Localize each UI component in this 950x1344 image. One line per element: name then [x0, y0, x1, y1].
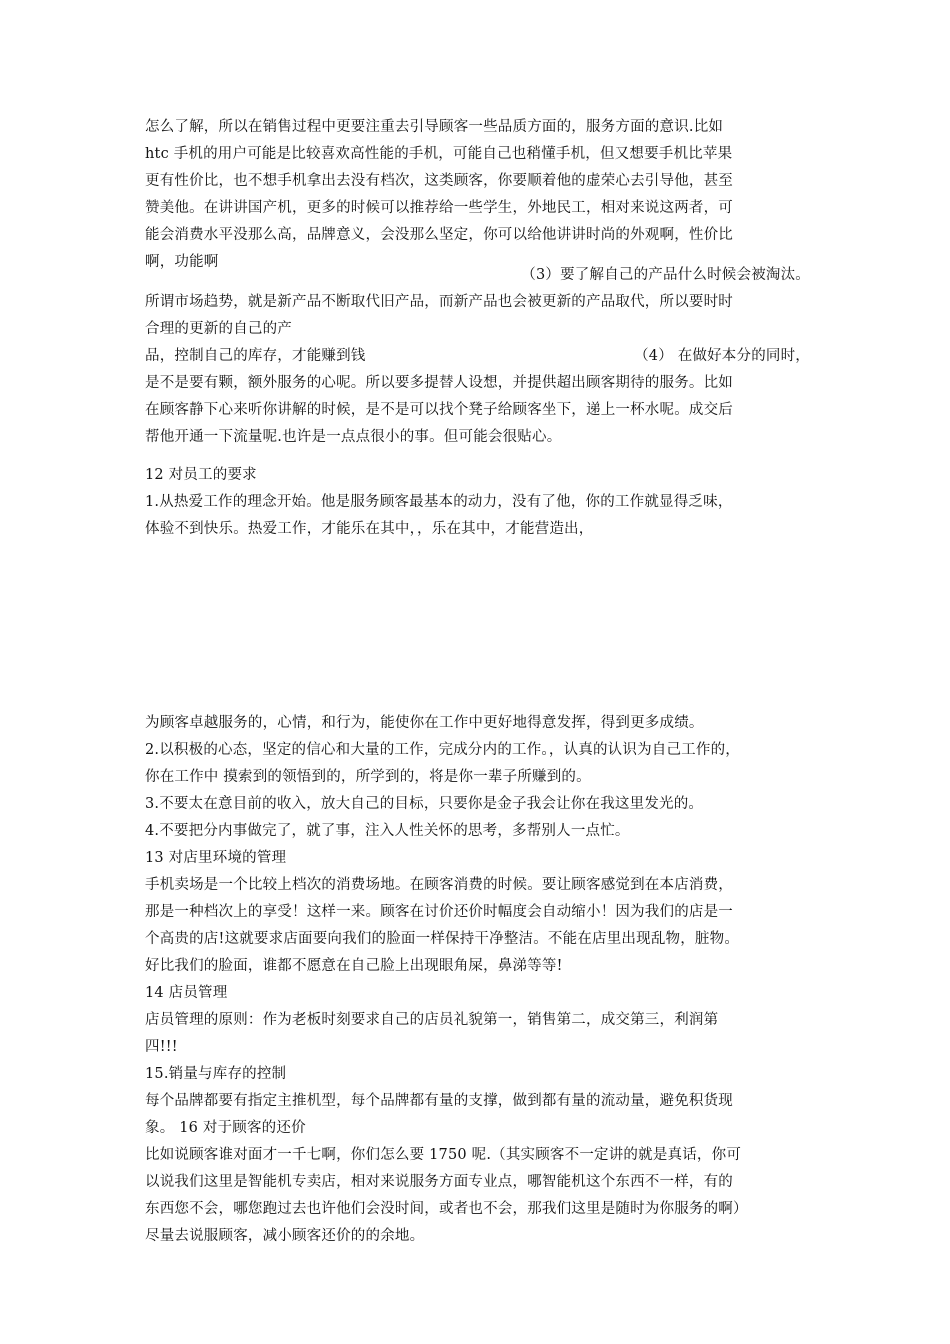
intro-paragraph — [145, 114, 810, 276]
text-line: 啊，功能啊 — [145, 254, 219, 270]
text-line: 那是一种档次上的享受！这样一来。顾客在讨价还价时幅度会自动缩小！因为我们的店是一 — [145, 904, 733, 920]
text-line: 1.从热爱工作的理念开始。他是服务顾客最基本的动力，没有了他，你的工作就显得乏味， — [145, 494, 733, 510]
text-line: 象。 16 对于顾客的还价 — [145, 1120, 306, 1136]
text-line: 是不是要有颗，额外服务的心呢。所以要多提替人设想，并提供超出顾客期待的服务。比如 — [145, 375, 733, 391]
text-line: 帮他开通一下流量呢.也许是一点点很小的事。但可能会很贴心。 — [145, 429, 562, 445]
point-4-heading: （4） 在做好本分的同时， — [634, 348, 810, 364]
text-line: htc 手机的用户可能是比较喜欢高性能的手机，可能自己也稍懂手机，但又想要手机比苹果 — [145, 146, 733, 162]
text-line: 怎么了解，所以在销售过程中更要注重去引导顾客一些品质方面的，服务方面的意识.比如 — [145, 119, 724, 135]
point-3-section — [145, 262, 810, 451]
text-line: 所谓市场趋势，就是新产品不断取代旧产品，而新产品也会被更新的产品取代，所以要时时 — [145, 294, 733, 310]
text-line: 3.不要太在意目前的收入，放大自己的目标，只要你是金子我会让你在我这里发光的。 — [145, 796, 704, 812]
text-line: 你在工作中 摸索到的领悟到的，所学到的，将是你一辈子所赚到的。 — [145, 769, 591, 785]
section-12 — [145, 462, 810, 543]
section-12-continued — [145, 710, 810, 1250]
text-line: 手机卖场是一个比较上档次的消费场地。在顾客消费的时候。要让顾客感觉到在本店消费， — [145, 877, 733, 893]
text-line: 在顾客静下心来听你讲解的时候，是不是可以找个凳子给顾客坐下，递上一杯水呢。成交后 — [145, 402, 733, 418]
section-14-title: 14 店员管理 — [145, 985, 228, 1001]
text-line: 四!!! — [145, 1039, 178, 1055]
text-line: 个高贵的店!这就要求店面要向我们的脸面一样保持干净整洁。不能在店里出现乱物，脏物。 — [145, 931, 740, 947]
point-3-4-transition-line — [145, 343, 810, 370]
text-line: 每个品牌都要有指定主推机型，每个品牌都有量的支撑，做到都有量的流动量，避免积货现 — [145, 1093, 733, 1109]
text-line: 赞美他。在讲讲国产机，更多的时候可以推荐给一些学生，外地民工，相对来说这两者，可 — [145, 200, 733, 216]
text-line: 为顾客卓越服务的，心情，和行为，能使你在工作中更好地得意发挥，得到更多成绩。 — [145, 715, 704, 731]
point-3-heading: （3）要了解自己的产品什么时候会被淘汰。 — [521, 267, 810, 283]
text-line: 比如说顾客谁对面才一千七啊，你们怎么要 1750 呢.（其实顾客不一定讲的就是真话，你可 — [145, 1147, 742, 1163]
text-line: 东西您不会，哪您跑过去也许他们会没时间，或者也不会，那我们这里是随时为你服务的啊） — [145, 1201, 748, 1217]
text-line: 体验不到快乐。热爱工作，才能乐在其中，，乐在其中，才能营造出， — [145, 521, 594, 537]
text-line: 4.不要把分内事做完了，就了事，注入人性关怀的思考，多帮别人一点忙。 — [145, 823, 630, 839]
section-12-title: 12 对员工的要求 — [145, 467, 257, 483]
text-line: 店员管理的原则：作为老板时刻要求自己的店员礼貌第一，销售第二，成交第三，利润第 — [145, 1012, 719, 1028]
text-line: 以说我们这里是智能机专卖店，相对来说服务方面专业点，哪智能机这个东西不一样，有的 — [145, 1174, 733, 1190]
section-15-title: 15.销量与库存的控制 — [145, 1066, 287, 1082]
point-3-tail: 品，控制自己的库存，才能赚到钱 — [145, 348, 366, 364]
text-line: 尽量去说服顾客，减小顾客还价的的余地。 — [145, 1228, 425, 1244]
text-line: 合理的更新的自己的产 — [145, 321, 292, 337]
section-13-title: 13 对店里环境的管理 — [145, 850, 287, 866]
text-line: 更有性价比，也不想手机拿出去没有档次，这类顾客，你要顺着他的虚荣心去引导他，甚至 — [145, 173, 733, 189]
text-line: 能会消费水平没那么高，品牌意义，会没那么坚定，你可以给他讲讲时尚的外观啊，性价比 — [145, 227, 733, 243]
text-line: 好比我们的脸面，谁都不愿意在自己脸上出现眼角屎，鼻涕等等! — [145, 958, 563, 974]
text-line: 2.以积极的心态，坚定的信心和大量的工作，完成分内的工作。，认真的认识为自己工作的， — [145, 742, 740, 758]
